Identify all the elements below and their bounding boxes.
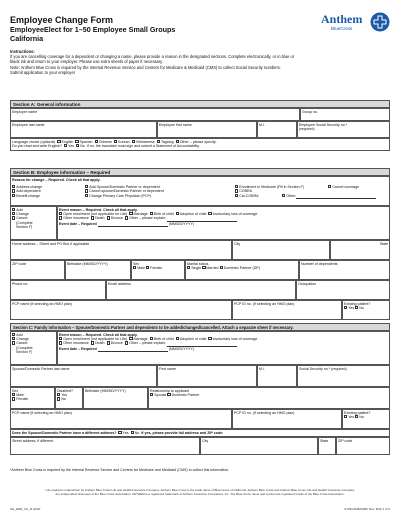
instructions-line4: Submit application to your employer xyxy=(10,69,76,75)
diff-address-no-checkbox[interactable] xyxy=(131,431,134,434)
b-event-block xyxy=(57,206,390,240)
footer-legal xyxy=(20,489,380,497)
spouse-last-name-field[interactable] xyxy=(10,365,157,387)
spouse-disabled-field xyxy=(55,387,83,409)
num-dependents-label: Number of dependents xyxy=(301,261,338,266)
pcp-id-field[interactable] xyxy=(232,300,342,320)
marital-dp-checkbox[interactable] xyxy=(220,266,223,269)
existing-options xyxy=(344,306,388,310)
c-side-options xyxy=(10,331,57,365)
phone-label: Phone no. xyxy=(12,281,29,286)
spouse-state-label: State xyxy=(320,438,329,443)
employer-name-label: Employer name xyxy=(12,109,38,114)
change-pcp-label: Change Primary Care Physician (PCP) xyxy=(89,193,152,198)
address-change-label: Address change xyxy=(16,185,43,189)
footer-left-code: SG_ENR_CA_R 10/20 xyxy=(10,507,41,511)
c-other-explain-label: Other – please explain: xyxy=(129,341,168,346)
b-event-date-label: Event date – Required xyxy=(59,221,97,226)
c-event-date-input[interactable] xyxy=(98,347,168,352)
instructions-heading: Instructions: xyxy=(10,49,35,54)
spouse-disabled-yes-label: Yes xyxy=(61,392,68,397)
c-loss-coverage-checkbox[interactable] xyxy=(208,337,211,340)
spouse-first-name-label: First name xyxy=(159,366,176,371)
marital-label: Marital status xyxy=(187,261,209,266)
city-field[interactable] xyxy=(232,240,330,260)
reason-block xyxy=(10,176,390,206)
lang-vietnamese-checkbox[interactable] xyxy=(132,140,135,143)
b-add-label: Add xyxy=(16,207,23,212)
cancel-spouse-label: Cancel spouse/Domestic Partner or dependent xyxy=(89,189,164,194)
c-other-insurance-checkbox[interactable] xyxy=(59,341,62,344)
occupation-label: Occupation xyxy=(298,281,317,286)
cancel-spouse-checkbox[interactable] xyxy=(85,189,88,192)
reason-col4 xyxy=(328,185,359,189)
b-adoption-label: Adoption of child xyxy=(179,211,207,216)
state-label: State xyxy=(379,241,388,246)
anthem-logo xyxy=(321,12,391,36)
b-open-enrollment-label: Open enrollment (not applicable for Life) xyxy=(63,211,128,216)
b-birth-checkbox[interactable] xyxy=(150,212,153,215)
employee-last-name-field[interactable] xyxy=(10,121,157,138)
diff-address-no-label: No xyxy=(134,430,140,435)
b-change-label: Change xyxy=(16,211,29,216)
b-loss-coverage-checkbox[interactable] xyxy=(208,212,211,215)
lang-chinese-label: Chinese xyxy=(98,139,112,144)
b-divorce-label: Divorce xyxy=(110,216,123,221)
b-cancel-label: Cancel xyxy=(16,216,28,221)
b-divorce-checkbox[interactable] xyxy=(107,216,110,219)
b-event-date-line xyxy=(59,222,388,227)
group-no-label: Group no. xyxy=(302,109,318,114)
occupation-field[interactable] xyxy=(296,280,390,300)
b-event-date-input[interactable] xyxy=(98,222,168,227)
lang-tagalog-label: Tagalog xyxy=(160,139,174,144)
logo-sub: BlueCross xyxy=(331,26,353,31)
home-address-label: Home address – Street and PO Box if applicable xyxy=(12,241,90,246)
city-label: City xyxy=(234,241,241,246)
instructions xyxy=(10,49,390,75)
c-event-date-line xyxy=(59,347,388,352)
spouse-birthdate-label: Birthdate (MM/DD/YYYY) xyxy=(85,388,126,393)
readwrite-no-checkbox[interactable] xyxy=(76,144,79,147)
spouse-disabled-label: Disabled? xyxy=(57,388,73,393)
spouse-existing-yes-label: Yes xyxy=(348,414,355,419)
employee-mi-field[interactable] xyxy=(257,121,297,138)
pcp-name-label: PCP name (if selecting an HMO plan) xyxy=(12,301,72,306)
state-field[interactable] xyxy=(330,240,390,260)
spouse-pcp-name-label: PCP name (if selecting an HMO plan) xyxy=(12,410,72,415)
medicare-label: Enrollment in Medicare (Fill in Section F) xyxy=(239,185,304,189)
spouse-last-name-label: Spouse/Domestic Partner last name xyxy=(12,366,70,371)
marital-single-label: Single xyxy=(191,265,202,270)
c-event-date-format: (MM/DD/YYYY) xyxy=(168,346,194,351)
birthdate-field[interactable] xyxy=(65,260,131,280)
c-cancel-checkbox[interactable] xyxy=(12,341,15,344)
cobra-label: COBRA xyxy=(239,189,252,194)
diff-address-yes-label: Yes xyxy=(122,430,129,435)
spouse-disabled-no-label: No xyxy=(61,397,66,402)
b-marriage-checkbox[interactable] xyxy=(129,212,132,215)
spouse-existing-no-label: No xyxy=(359,414,364,419)
benefit-change-label: Benefit change xyxy=(16,193,41,198)
diff-address-row xyxy=(10,429,390,437)
c-birth-label: Birth of child xyxy=(153,336,174,341)
b-death-checkbox[interactable] xyxy=(91,216,94,219)
existing-yes-label: Yes xyxy=(348,305,355,310)
num-dependents-field[interactable] xyxy=(299,260,390,280)
spouse-ssn-field[interactable] xyxy=(297,365,390,387)
cancel-coverage-checkbox[interactable] xyxy=(328,185,331,188)
sex-options xyxy=(133,266,183,270)
marital-married-label: Married xyxy=(206,265,219,270)
form-subtitle: EmployeeElect for 1–50 Employee Small Groups xyxy=(10,25,176,34)
group-no-field[interactable] xyxy=(300,108,390,121)
section-c-header: Section C: Family information – Spouse/Domestic Partner and dependents to be added/changed/cancelled. Attach a separate sheet if necessary. xyxy=(10,323,390,331)
spouse-disabled-no-checkbox[interactable] xyxy=(57,397,60,400)
b-loss-coverage-label: Involuntary loss of coverage xyxy=(212,211,258,216)
address-change-checkbox[interactable] xyxy=(12,185,15,188)
change-pcp-checkbox[interactable] xyxy=(85,194,88,197)
footer-right-code: 9729CAMENABC Rev. 8/22 1 of 6 xyxy=(344,507,390,511)
lang-chinese-checkbox[interactable] xyxy=(95,140,98,143)
form-title: Employee Change Form xyxy=(10,15,114,25)
reason-label: Reason for change – Required. Check all that apply. xyxy=(12,177,101,182)
b-add-checkbox[interactable] xyxy=(12,208,15,211)
c-death-label: Death xyxy=(94,341,105,346)
add-spouse-label: Add Spouse/Domestic Partner or dependent xyxy=(89,185,160,189)
section-a-header: Section A: General information xyxy=(10,100,390,108)
lang-tagalog-checkbox[interactable] xyxy=(157,140,160,143)
spouse-ssn-label: Social Security no.* (required) xyxy=(299,366,347,371)
lang-other-label: Other – please specify: xyxy=(179,139,217,144)
c-open-enrollment-checkbox[interactable] xyxy=(59,337,62,340)
readwrite-yes-checkbox[interactable] xyxy=(64,144,67,147)
c-marriage-label: Marriage xyxy=(133,336,148,341)
employer-name-field[interactable] xyxy=(10,108,300,121)
c-event-block xyxy=(57,331,390,365)
lang-english-checkbox[interactable] xyxy=(57,140,60,143)
c-loss-coverage-label: Involuntary loss of coverage xyxy=(212,336,258,341)
footer-legal-line1: Life products underwritten by Anthem Blue Cross Life and Health Insurance Company. Anthem Blue Cross is the trade name of Blue Cross of California. Anthem Blue Cross and Anthem Blue Cross Life and Health Insurance Company xyxy=(45,488,355,492)
b-event-date-format: (MM/DD/YYYY) xyxy=(168,221,194,226)
lang-korean-label: Korean xyxy=(118,139,130,144)
reason-col1 xyxy=(12,185,42,198)
marital-options xyxy=(187,266,297,270)
existing-patient-field xyxy=(342,300,390,320)
b-adoption-checkbox[interactable] xyxy=(176,212,179,215)
readwrite-line xyxy=(12,144,388,148)
c-section-f-label: Section F) xyxy=(16,350,33,355)
b-event-label: Event reason – Required. Check all that apply. xyxy=(59,207,138,212)
c-divorce-label: Divorce xyxy=(110,341,123,346)
c-adoption-label: Adoption of child xyxy=(179,336,207,341)
c-other-insurance-label: Other insurance xyxy=(63,341,89,346)
home-address-field[interactable] xyxy=(10,240,232,260)
add-dependent-checkbox[interactable] xyxy=(12,189,15,192)
existing-label: Existing patient? xyxy=(344,301,371,306)
c-event-date-label: Event date – Required xyxy=(59,346,97,351)
spouse-pcp-name-field[interactable] xyxy=(10,409,232,429)
readwrite-tail: If no, the translator must sign and submit a Statement of Accountability. xyxy=(86,143,200,148)
phone-field[interactable] xyxy=(10,280,106,300)
sex-female-label: Female xyxy=(150,265,163,270)
existing-no-label: No xyxy=(359,305,364,310)
sex-label: Sex xyxy=(133,261,140,266)
spouse-existing-options xyxy=(344,415,388,419)
reason-other-checkbox[interactable] xyxy=(282,194,285,197)
spouse-street-label: Street address, if different xyxy=(12,438,54,443)
c-cancel-label: Cancel xyxy=(16,341,28,346)
diff-address-tail: If yes, please provide full address and ZIP code: xyxy=(141,430,224,435)
c-add-label: Add xyxy=(16,332,23,337)
spouse-male-checkbox[interactable] xyxy=(12,393,15,396)
lang-vietnamese-label: Vietnamese xyxy=(135,139,155,144)
spouse-female-label: Female xyxy=(16,397,29,402)
b-other-insurance-label: Other insurance xyxy=(63,216,89,221)
c-other-explain-checkbox[interactable] xyxy=(125,341,128,344)
benefit-change-checkbox[interactable] xyxy=(12,194,15,197)
rel-spouse-checkbox[interactable] xyxy=(150,393,153,396)
readwrite-label: Do you read and write English? xyxy=(12,143,62,148)
c-change-checkbox[interactable] xyxy=(12,337,15,340)
employee-ssn-field[interactable] xyxy=(297,121,390,138)
c-death-checkbox[interactable] xyxy=(91,341,94,344)
spouse-pcp-id-label: PCP ID no. (if selecting an HMO plan) xyxy=(234,410,295,415)
spouse-street-field[interactable] xyxy=(10,437,200,455)
first-name-label: Employee first name xyxy=(159,122,192,127)
zip-field[interactable] xyxy=(10,260,65,280)
language-row xyxy=(10,138,390,151)
b-open-enrollment-checkbox[interactable] xyxy=(59,212,62,215)
ssn-label: Employee Social Security no.* xyxy=(299,122,348,127)
existing-no-checkbox[interactable] xyxy=(355,306,358,309)
spouse-city-field[interactable] xyxy=(200,437,318,455)
c-open-enrollment-label: Open enrollment (not applicable for Life) xyxy=(63,336,128,341)
b-cancel-checkbox[interactable] xyxy=(12,216,15,219)
footer-note: *Anthem Blue Cross is required by the Internal Revenue Service and Centers for Medicare and Medicaid (CMS) to collect this information. xyxy=(10,468,230,472)
birthdate-label: Birthdate (MM/DD/YYYY) xyxy=(67,261,108,266)
readwrite-yes-label: Yes xyxy=(68,143,75,148)
rel-dp-label: Domestic Partner xyxy=(171,392,200,397)
language-label: Language choice (optional) xyxy=(12,139,56,144)
instructions-line2: black ink and return to your employer. Please use extra sheets of paper if necessary. xyxy=(10,59,164,65)
b-death-label: Death xyxy=(94,216,105,221)
b-birth-label: Birth of child xyxy=(153,211,174,216)
spouse-pcp-id-field[interactable] xyxy=(232,409,342,429)
reason-other-input[interactable] xyxy=(296,194,376,199)
c-add-checkbox[interactable] xyxy=(12,333,15,336)
b-other-insurance-checkbox[interactable] xyxy=(59,216,62,219)
relationship-label: Relationship to applicant xyxy=(150,388,190,393)
lang-english-label: English xyxy=(61,139,74,144)
sex-field xyxy=(131,260,185,280)
spouse-disabled-yes-checkbox[interactable] xyxy=(57,393,60,396)
instructions-line1: If you are cancelling coverage for a dependent or changing a name, please provide a reason in the designated sections. Complete electronically, or in blue or xyxy=(10,54,295,60)
spouse-first-name-field[interactable] xyxy=(157,365,257,387)
existing-yes-checkbox[interactable] xyxy=(344,306,347,309)
c-event-label: Event reason – Required. Check all that apply. xyxy=(59,332,138,337)
relationship-field xyxy=(148,387,390,409)
b-complete-label: (Complete xyxy=(16,220,33,225)
last-name-label: Employee last name xyxy=(12,122,45,127)
c-adoption-checkbox[interactable] xyxy=(176,337,179,340)
section-b-header: Section B: Employee information – Required xyxy=(10,168,390,176)
sex-female-checkbox[interactable] xyxy=(146,266,149,269)
cobra-checkbox[interactable] xyxy=(235,189,238,192)
b-other-explain-label: Other – please explain: xyxy=(129,216,168,221)
logo-name: Anthem xyxy=(321,12,363,26)
c-divorce-checkbox[interactable] xyxy=(107,341,110,344)
form-state: California xyxy=(10,34,44,43)
b-marriage-label: Marriage xyxy=(133,211,148,216)
rel-dp-checkbox[interactable] xyxy=(167,393,170,396)
lang-korean-checkbox[interactable] xyxy=(114,140,117,143)
reason-other-label: Other: xyxy=(286,193,297,198)
spouse-existing-yes-checkbox[interactable] xyxy=(344,415,347,418)
marital-field xyxy=(185,260,299,280)
spouse-mi-label: M.I. xyxy=(259,366,265,371)
spouse-mi-field[interactable] xyxy=(257,365,297,387)
rel-spouse-label: Spouse xyxy=(154,392,167,397)
mi-label: M.I. xyxy=(259,122,265,127)
b-section-f-label: Section F) xyxy=(16,225,33,230)
lang-spanish-label: Spanish xyxy=(79,139,93,144)
c-marriage-checkbox[interactable] xyxy=(129,337,132,340)
spouse-city-label: City xyxy=(202,438,209,443)
diff-address-label: Does the Spouse/Domestic Partner have a different address? xyxy=(12,430,117,435)
lang-spanish-checkbox[interactable] xyxy=(75,140,78,143)
footer-legal-line2: are independent licensees of the Blue Cross Association. ANTHEM is a registered trademark of Anthem Insurance Companies, Inc. The Blue Cross name and symbol are registered marks of the Blue Cross Association. xyxy=(55,491,345,496)
sex-male-label: Male xyxy=(137,265,145,270)
spouse-zip-label: ZIP code xyxy=(338,438,353,443)
marital-single-checkbox[interactable] xyxy=(187,266,190,269)
diff-address-yes-checkbox[interactable] xyxy=(118,431,121,434)
b-change-checkbox[interactable] xyxy=(12,212,15,215)
c-complete-label: (Complete xyxy=(16,345,33,350)
blue-cross-icon xyxy=(370,12,390,32)
spouse-existing-no-checkbox[interactable] xyxy=(355,415,358,418)
spouse-female-checkbox[interactable] xyxy=(12,397,15,400)
spouse-birthdate-field[interactable] xyxy=(83,387,148,409)
cal-cobra-label: Cal-COBRA xyxy=(239,193,259,198)
instructions-line3: Note: Anthem Blue Cross is required by the Internal Revenue Service and Centers for Medicare & Medicaid (CMS) to collect Social Security numbers. xyxy=(10,64,281,70)
marital-dp-label: Domestic Partner (DP) xyxy=(223,265,260,270)
spouse-sex-label: Sex xyxy=(12,388,19,393)
pcp-name-field[interactable] xyxy=(10,300,232,320)
relationship-options xyxy=(150,393,388,397)
spouse-zip-field[interactable] xyxy=(336,437,390,455)
add-spouse-checkbox[interactable] xyxy=(85,185,88,188)
cal-cobra-checkbox[interactable] xyxy=(235,194,238,197)
spouse-existing-field xyxy=(342,409,390,429)
b-side-options xyxy=(10,206,57,240)
lang-other-checkbox[interactable] xyxy=(176,140,179,143)
email-field[interactable] xyxy=(106,280,296,300)
medicare-checkbox[interactable] xyxy=(235,185,238,188)
zip-label: ZIP code xyxy=(12,261,27,266)
spouse-male-label: Male xyxy=(16,392,24,397)
reason-other xyxy=(282,194,376,199)
cancel-coverage-label: Cancel coverage xyxy=(332,185,360,189)
pcp-id-label: PCP ID no. (if selecting an HMO plan) xyxy=(234,301,295,306)
spouse-existing-label: Existing patient? xyxy=(344,410,371,415)
ssn-required: (required) xyxy=(299,126,315,131)
c-change-label: Change xyxy=(16,336,29,341)
c-birth-checkbox[interactable] xyxy=(150,337,153,340)
b-other-explain-checkbox[interactable] xyxy=(125,216,128,219)
sex-male-checkbox[interactable] xyxy=(133,266,136,269)
email-label: Email address xyxy=(108,281,131,286)
reason-col2 xyxy=(85,185,164,198)
readwrite-no-label: No xyxy=(80,143,85,148)
add-dependent-label: Add dependent xyxy=(16,189,41,194)
spouse-state-field[interactable] xyxy=(318,437,336,455)
spouse-sex-field xyxy=(10,387,55,409)
employee-first-name-field[interactable] xyxy=(157,121,257,138)
